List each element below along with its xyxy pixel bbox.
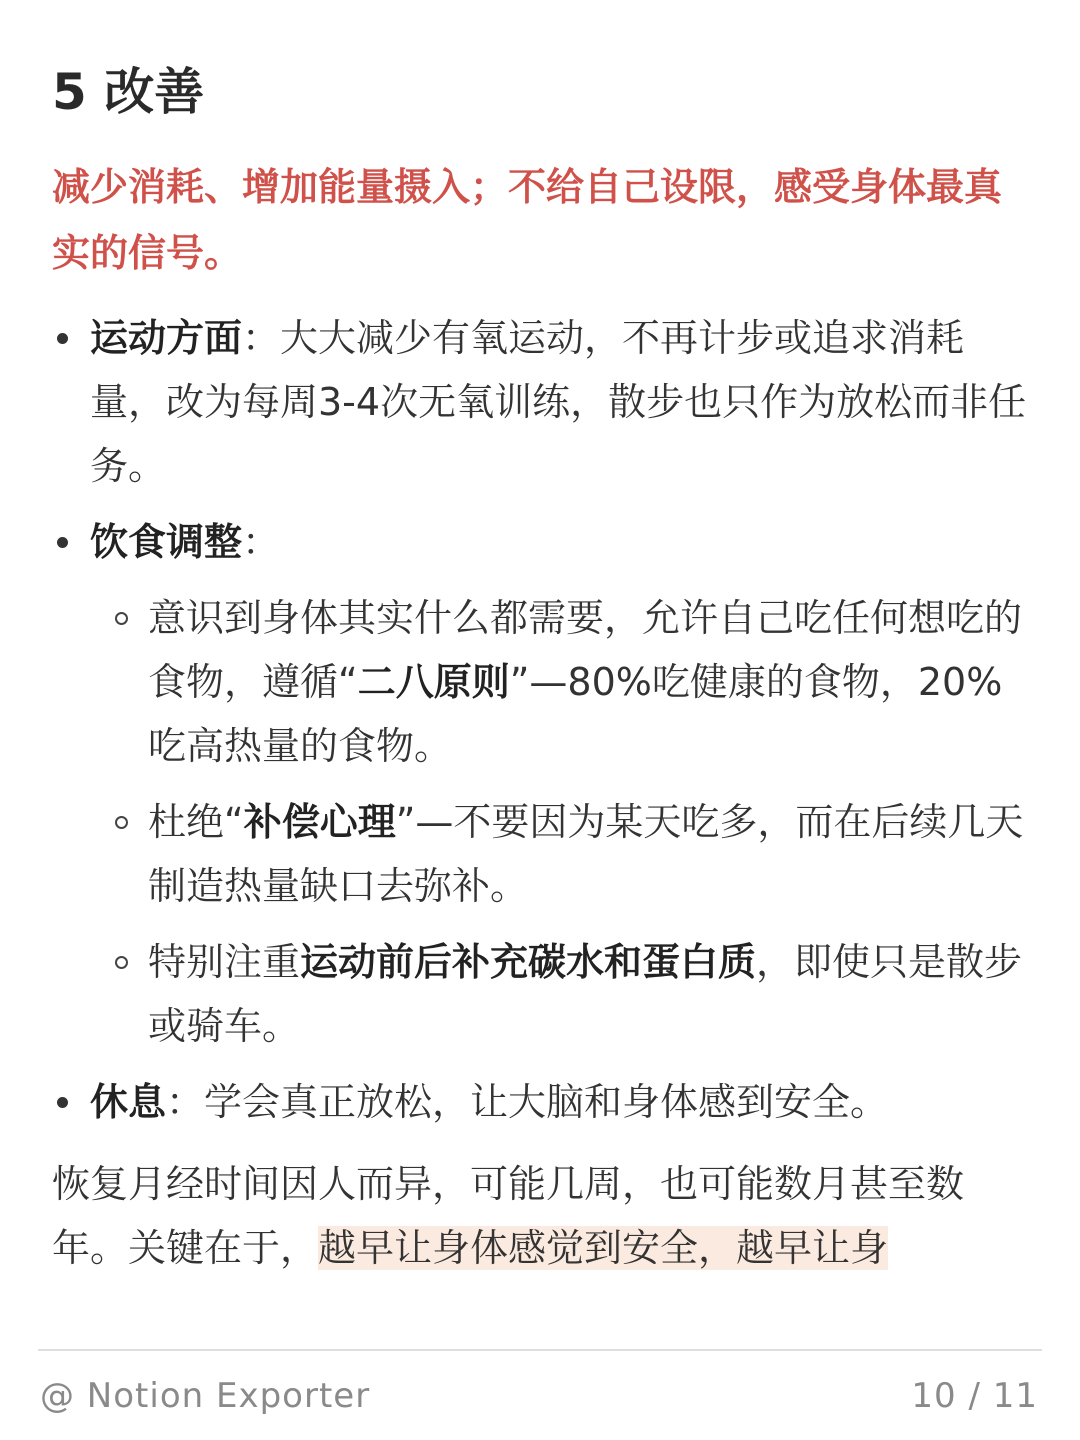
bullet-list: [52, 306, 1028, 1134]
bullet-exercise: [52, 306, 1028, 498]
bullet-rest-colon: ：: [166, 1080, 205, 1124]
bullet-exercise-colon: ：: [242, 316, 281, 360]
closing-paragraph: [52, 1152, 1028, 1280]
diet-sub-2-bold: 补偿心理: [243, 800, 396, 844]
bullet-diet: [52, 510, 1028, 1058]
diet-sub-1-pre: 意识到身体其实什么都需要，允许自己吃任何想吃的食物，遵循“: [148, 596, 1023, 704]
diet-sub-1-bold: 二八原则: [357, 660, 510, 704]
diet-sub-3-bold: 运动前后补充碳水和蛋白质: [300, 940, 757, 984]
bullet-diet-title: 饮食调整: [90, 520, 243, 564]
diet-sub-item-1: [90, 586, 1028, 778]
summary-highlight: 减少消耗、增加能量摄入；不给自己设限，感受身体最真实的信号。: [52, 165, 1003, 275]
bullet-exercise-title: 运动方面: [90, 316, 243, 360]
footer-divider: [38, 1349, 1042, 1351]
diet-sub-item-2: [90, 790, 1028, 918]
bullet-diet-colon: ：: [242, 520, 281, 564]
diet-sub-1-post: ”—80%吃健康的食物，20%吃高热量的食物。: [148, 660, 1003, 768]
bullet-rest-title: 休息: [90, 1080, 167, 1124]
diet-sub-item-3: [90, 930, 1028, 1058]
diet-sub-3-post: ，即使只是散步或骑车。: [148, 940, 1023, 1048]
diet-sub-3-pre: 特别注重: [148, 940, 301, 984]
diet-sub-list: [90, 586, 1028, 1058]
bullet-exercise-text: 大大减少有氧运动，不再计步或追求消耗量，改为每周3-4次无氧训练，散步也只作为放松而非任务。: [90, 316, 1027, 488]
closing-highlight: 越早让身体感觉到安全，越早让身: [318, 1226, 889, 1270]
section-heading: 5 改善: [52, 63, 205, 121]
page-indicator: 10 / 11: [911, 1376, 1038, 1416]
page-content: [52, 52, 1028, 1280]
bullet-rest: [52, 1070, 1028, 1134]
diet-sub-2-post: ”—不要因为某天吃多，而在后续几天制造热量缺口去弥补。: [148, 800, 1024, 908]
diet-sub-2-pre: 杜绝“: [148, 800, 244, 844]
footer-source: @ Notion Exporter: [40, 1376, 371, 1416]
bullet-rest-text: 学会真正放松，让大脑和身体感到安全。: [204, 1080, 889, 1124]
closing-text: 恢复月经时间因人而异，可能几周，也可能数月甚至数年。关键在于，: [52, 1162, 965, 1270]
